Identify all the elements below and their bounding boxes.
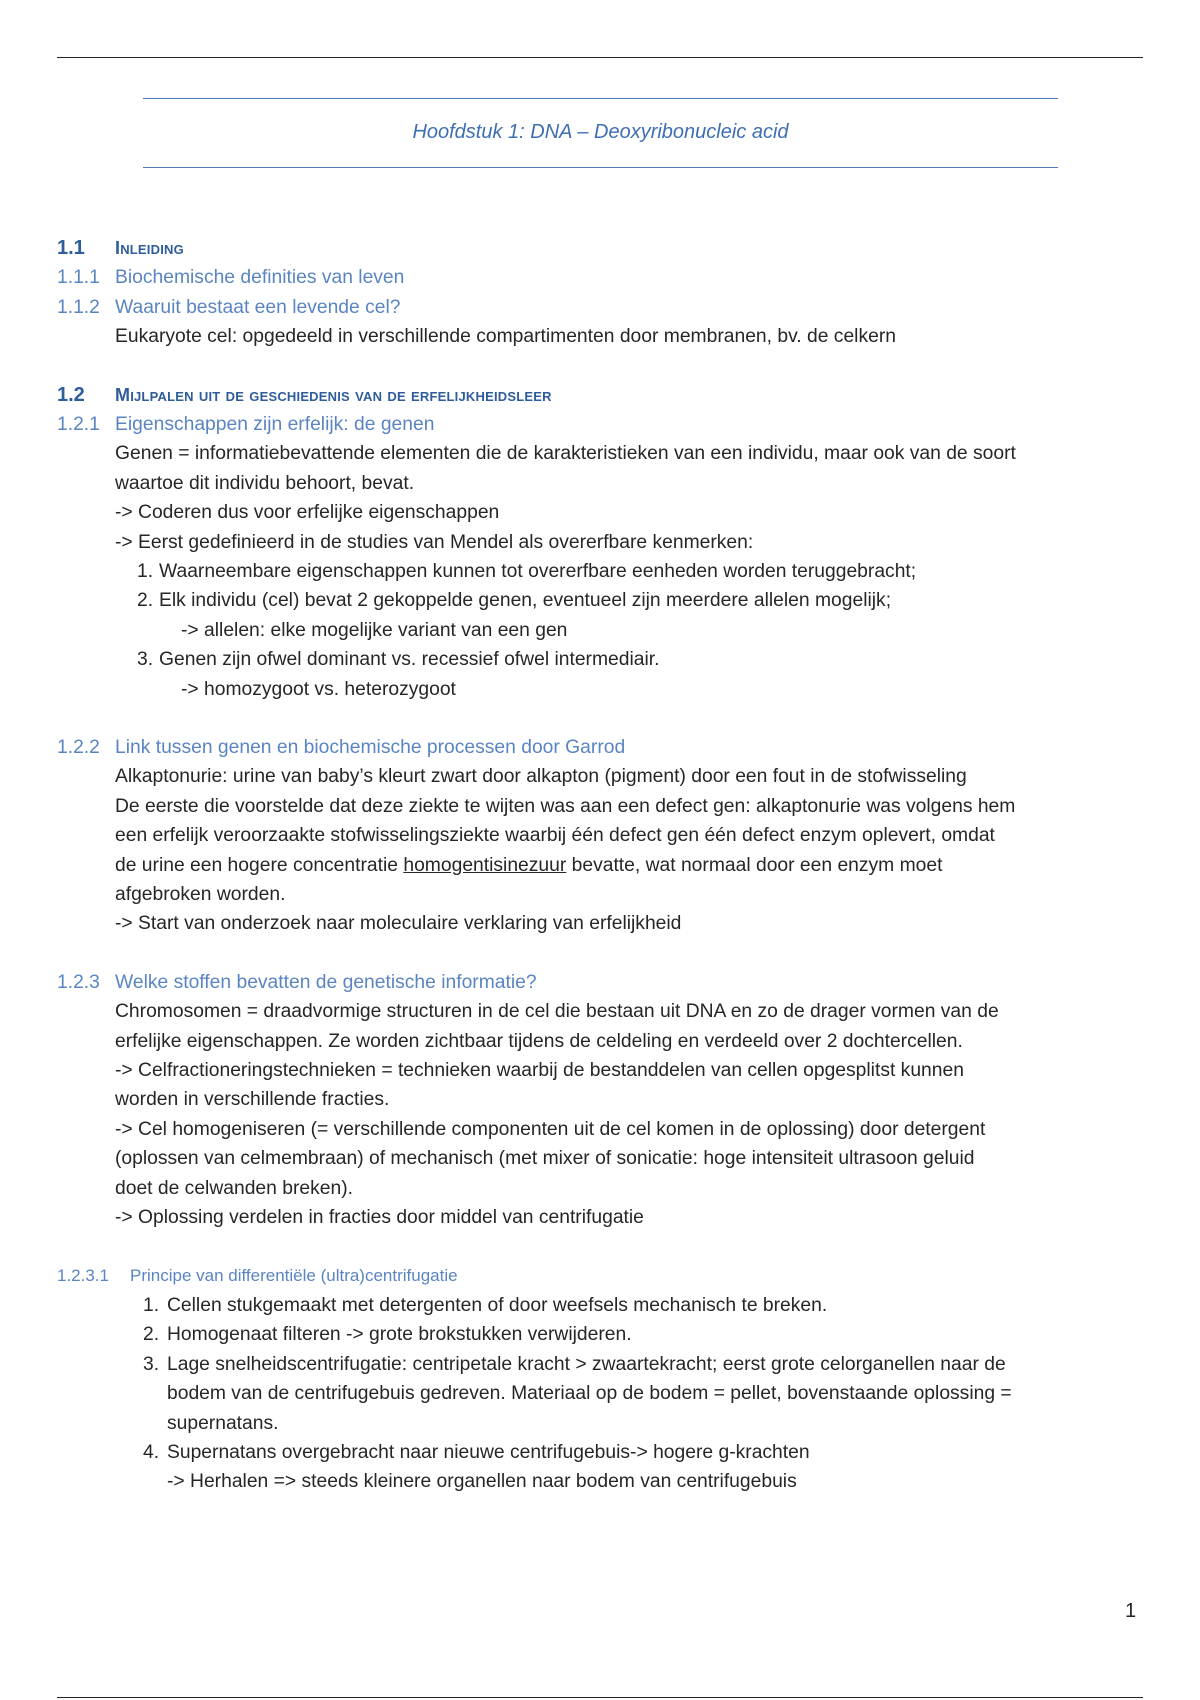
heading-text: Waaruit bestaat een levende cel? (115, 296, 401, 318)
chapter-rule-bottom (143, 167, 1058, 168)
list-number: 1. (137, 560, 154, 582)
list-number: 4. (143, 1441, 160, 1463)
heading-number: 1.2.2 (57, 737, 100, 759)
heading-1-2 (57, 381, 1143, 410)
heading-1-2-3-1 (57, 1261, 1143, 1290)
heading-number: 1.2 (57, 383, 85, 406)
heading-text: Inleiding (115, 238, 184, 258)
list-text: Cellen stukgemaakt met detergenten of door weefsels mechanisch te breken. (167, 1294, 828, 1316)
list-text: supernatans. (167, 1412, 279, 1434)
underlined-term: homogentisinezuur (403, 854, 567, 876)
spacer (57, 352, 1143, 381)
paragraph: Eukaryote cel: opgedeeld in verschillende compartimenten door membranen, bv. de celkern (115, 326, 896, 348)
heading-1-1 (57, 234, 1143, 263)
chapter-title: Hoofdstuk 1: DNA – Deoxyribonucleic acid (412, 121, 789, 143)
paragraph-line: worden in verschillende fracties. (115, 1089, 390, 1111)
paragraph-line: afgebroken worden. (115, 884, 286, 906)
document-body (57, 234, 1143, 1497)
list-text: Genen zijn ofwel dominant vs. recessief ofwel intermediair. (159, 649, 660, 671)
heading-text: Eigenschappen zijn erfelijk: de genen (115, 413, 435, 435)
list-item (143, 1320, 1143, 1349)
paragraph-line (115, 851, 1143, 880)
list-item (143, 1350, 1143, 1438)
paragraph-line: -> Oplossing verdelen in fracties door middel van centrifugatie (115, 1207, 644, 1229)
paragraph-line: Genen = informatiebevattende elementen die de karakteristieken van een individu, maar ook van de soort (115, 443, 1016, 465)
list-sub-line: -> homozygoot vs. heterozygoot (181, 678, 456, 700)
heading-text: Biochemische definities van leven (115, 267, 405, 289)
text-run: bevatte, wat normaal door een enzym moet (566, 854, 943, 876)
list-text: Homogenaat filteren -> grote brokstukken verwijderen. (167, 1324, 632, 1346)
paragraph-line: een erfelijk veroorzaakte stofwisselingsziekte waarbij één defect gen één defect enzym oplevert, omdat (115, 825, 995, 847)
list-sub-line: -> allelen: elke mogelijke variant van een gen (181, 619, 568, 641)
heading-1-2-3 (57, 968, 1143, 997)
heading-number: 1.1.1 (57, 267, 100, 289)
list-item (143, 1438, 1143, 1497)
paragraph-line: -> Eerst gedefinieerd in de studies van Mendel als overerfbare kenmerken: (115, 531, 754, 553)
heading-text: Principe van differentiële (ultra)centrifugatie (130, 1266, 458, 1286)
page-bottom-rule (57, 1697, 1143, 1698)
heading-text: Welke stoffen bevatten de genetische informatie? (115, 971, 537, 993)
list-number: 3. (137, 649, 154, 671)
list-number: 2. (137, 590, 154, 612)
paragraph-line: -> Coderen dus voor erfelijke eigenschappen (115, 502, 500, 524)
list-number: 3. (143, 1353, 160, 1375)
heading-number: 1.2.3.1 (57, 1266, 109, 1286)
heading-1-1-1 (57, 263, 1143, 292)
paragraph-line: Chromosomen = draadvormige structuren in de cel die bestaan uit DNA en zo de drager vormen van de (115, 1001, 999, 1023)
list-text: -> Herhalen => steeds kleinere organellen naar bodem van centrifugebuis (167, 1471, 797, 1493)
chapter-rule-top (143, 98, 1058, 99)
paragraph-line: De eerste die voorstelde dat deze ziekte te wijten was aan een defect gen: alkaptonurie was volgens hem (115, 795, 1016, 817)
heading-number: 1.2.1 (57, 413, 100, 435)
heading-text: Mijlpalen uit de geschiedenis van de erfelijkheidsleer (115, 384, 552, 405)
list-item (137, 557, 1143, 586)
heading-1-2-1 (57, 410, 1143, 439)
paragraph-line: -> Start van onderzoek naar moleculaire verklaring van erfelijkheid (115, 913, 682, 935)
list-number: 2. (143, 1324, 160, 1346)
list-text: Supernatans overgebracht naar nieuwe centrifugebuis-> hogere g-krachten (167, 1441, 810, 1463)
paragraph-line: -> Cel homogeniseren (= verschillende componenten uit de cel komen in de oplossing) door detergent (115, 1118, 986, 1140)
list-text: Waarneembare eigenschappen kunnen tot overerfbare eenheden worden teruggebracht; (159, 560, 917, 582)
page-number: 1 (1125, 1600, 1137, 1622)
list-text: Elk individu (cel) bevat 2 gekoppelde genen, eventueel zijn meerdere allelen mogelijk; (159, 590, 892, 612)
paragraph-line: Alkaptonurie: urine van baby’s kleurt zwart door alkapton (pigment) door een fout in de stofwisseling (115, 766, 967, 788)
heading-text: Link tussen genen en biochemische processen door Garrod (115, 737, 626, 759)
paragraph-line: waartoe dit individu behoort, bevat. (115, 472, 415, 494)
paragraph-line: doet de celwanden breken). (115, 1177, 353, 1199)
text-run: de urine een hogere concentratie (115, 854, 404, 876)
list-item (143, 1291, 1143, 1320)
heading-1-2-2 (57, 733, 1143, 762)
page-top-rule (57, 57, 1143, 58)
heading-number: 1.2.3 (57, 971, 100, 993)
paragraph-line: -> Celfractioneringstechnieken = technieken waarbij de bestanddelen van cellen opgesplitst kunnen (115, 1060, 964, 1082)
list-item (137, 645, 1143, 674)
paragraph-line: (oplossen van celmembraan) of mechanisch (met mixer of sonicatie: hoge intensiteit ultrasoon geluid (115, 1148, 975, 1170)
list-item (137, 586, 1143, 615)
heading-number: 1.1 (57, 237, 85, 259)
list-text: Lage snelheidscentrifugatie: centripetale kracht > zwaartekracht; eerst grote celorganellen naar de (167, 1353, 1006, 1375)
spacer (57, 939, 1143, 968)
spacer (57, 704, 1143, 733)
heading-number: 1.1.2 (57, 296, 100, 318)
heading-1-1-2 (57, 293, 1143, 322)
spacer (57, 1232, 1143, 1261)
list-text: bodem van de centrifugebuis gedreven. Materiaal op de bodem = pellet, bovenstaande oplossing = (167, 1383, 1012, 1405)
list-number: 1. (143, 1294, 160, 1316)
paragraph-line: erfelijke eigenschappen. Ze worden zichtbaar tijdens de celdeling en verdeeld over 2 dochtercellen. (115, 1030, 963, 1052)
